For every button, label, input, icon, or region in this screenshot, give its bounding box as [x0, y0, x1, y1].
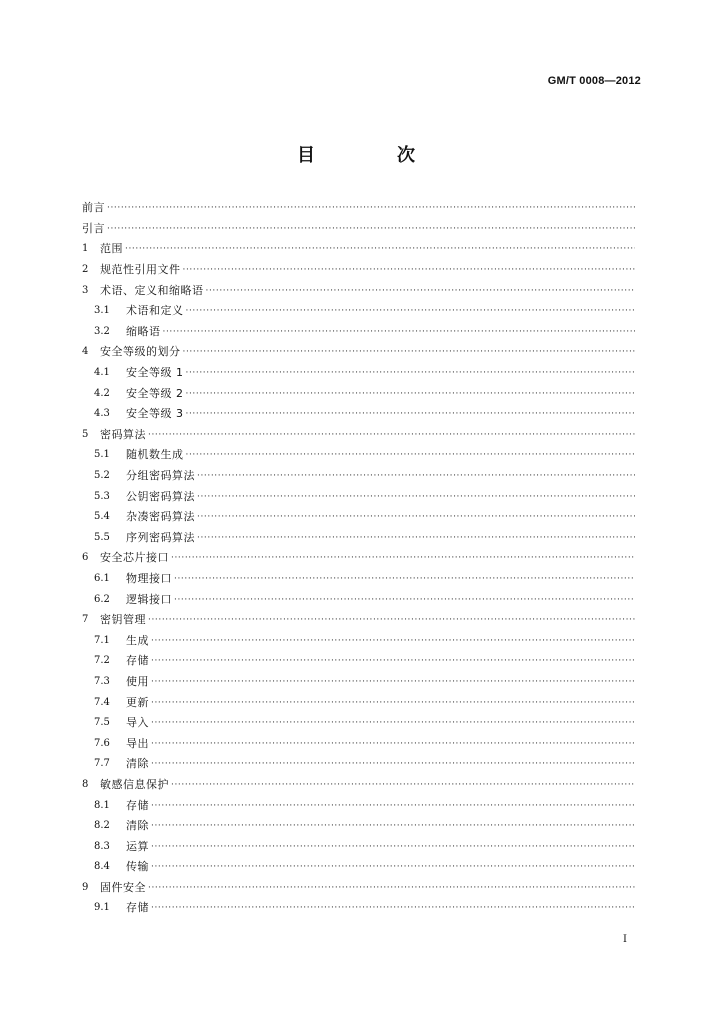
toc-entry[interactable]	[82, 569, 635, 590]
toc-dot-leader	[107, 201, 635, 215]
toc-entry[interactable]	[82, 836, 635, 857]
toc-entry[interactable]	[82, 507, 635, 528]
toc-entry-label: 存储	[126, 901, 149, 915]
toc-entry-number: 4.1	[94, 367, 110, 379]
toc-entry-number: 8.4	[94, 861, 110, 873]
toc-dot-leader	[206, 284, 636, 298]
toc-entry[interactable]	[82, 795, 635, 816]
toc-dot-leader	[151, 840, 635, 854]
toc-dot-leader	[151, 757, 635, 771]
toc-entry-label: 引言	[82, 221, 105, 235]
toc-entry-number: 6.2	[94, 593, 110, 605]
toc-entry-number: 6	[82, 552, 89, 564]
toc-dot-leader	[186, 448, 636, 462]
toc-dot-leader	[148, 428, 635, 442]
toc-dot-leader	[148, 613, 635, 627]
toc-entry-number: 7.2	[94, 655, 110, 667]
toc-entry[interactable]	[82, 630, 635, 651]
toc-entry[interactable]	[82, 280, 635, 301]
toc-entry[interactable]	[82, 733, 635, 754]
table-of-contents	[82, 198, 635, 919]
toc-entry-label: 固件安全	[100, 880, 146, 894]
toc-entry[interactable]	[82, 425, 635, 446]
toc-entry-label: 安全等级 2	[126, 386, 184, 400]
toc-entry[interactable]	[82, 692, 635, 713]
toc-dot-leader	[151, 860, 635, 874]
toc-entry-number: 3	[82, 284, 89, 296]
toc-dot-leader	[151, 799, 635, 813]
toc-entry-number: 9.1	[94, 902, 110, 914]
toc-dot-leader	[107, 222, 635, 236]
toc-entry-label: 安全等级 1	[126, 366, 184, 380]
toc-dot-leader	[151, 901, 635, 915]
toc-dot-leader	[186, 387, 636, 401]
toc-entry[interactable]	[82, 713, 635, 734]
toc-dot-leader	[186, 304, 636, 318]
toc-entry-label: 存储	[126, 798, 149, 812]
toc-entry-number: 5.5	[94, 531, 110, 543]
toc-entry-number: 8.3	[94, 840, 110, 852]
toc-entry-label: 密钥管理	[100, 613, 146, 627]
toc-entry[interactable]	[82, 322, 635, 343]
toc-entry-number: 3.1	[94, 305, 110, 317]
toc-dot-leader	[197, 531, 635, 545]
toc-entry-label: 存储	[126, 654, 149, 668]
toc-entry-number: 4.3	[94, 408, 110, 420]
toc-entry[interactable]	[82, 754, 635, 775]
toc-entry-label: 更新	[126, 695, 149, 709]
toc-dot-leader	[151, 696, 635, 710]
toc-entry-number: 3.2	[94, 325, 110, 337]
toc-entry-label: 术语、定义和缩略语	[100, 283, 204, 297]
toc-dot-leader	[151, 716, 635, 730]
toc-entry-number: 8	[82, 778, 89, 790]
toc-entry[interactable]	[82, 445, 635, 466]
toc-entry-label: 清除	[126, 757, 149, 771]
toc-entry-label: 杂凑密码算法	[126, 510, 195, 524]
toc-entry-number: 7.3	[94, 675, 110, 687]
toc-dot-leader	[174, 572, 635, 586]
toc-entry-label: 序列密码算法	[126, 530, 195, 544]
toc-entry[interactable]	[82, 260, 635, 281]
toc-entry[interactable]	[82, 198, 635, 219]
toc-entry[interactable]	[82, 775, 635, 796]
toc-entry[interactable]	[82, 548, 635, 569]
toc-dot-leader	[186, 366, 636, 380]
toc-entry-label: 缩略语	[126, 324, 161, 338]
toc-entry[interactable]	[82, 898, 635, 919]
toc-dot-leader	[148, 881, 635, 895]
toc-entry[interactable]	[82, 342, 635, 363]
toc-entry[interactable]	[82, 589, 635, 610]
toc-dot-leader	[163, 325, 636, 339]
toc-entry-number: 6.1	[94, 572, 110, 584]
toc-entry-label: 物理接口	[126, 571, 172, 585]
toc-entry-label: 密码算法	[100, 427, 146, 441]
toc-entry[interactable]	[82, 466, 635, 487]
toc-entry-number: 2	[82, 264, 89, 276]
toc-entry-label: 运算	[126, 839, 149, 853]
toc-entry-label: 术语和定义	[126, 304, 184, 318]
toc-entry-number: 1	[82, 243, 89, 255]
toc-entry-number: 4	[82, 346, 89, 358]
toc-dot-leader	[183, 345, 636, 359]
toc-dot-leader	[125, 242, 635, 256]
toc-entry[interactable]	[82, 672, 635, 693]
toc-entry-label: 导入	[126, 716, 149, 730]
toc-entry[interactable]	[82, 878, 635, 899]
toc-entry[interactable]	[82, 239, 635, 260]
toc-entry-label: 安全等级 3	[126, 407, 184, 421]
toc-entry-label: 使用	[126, 674, 149, 688]
toc-entry-number: 7	[82, 614, 89, 626]
toc-dot-leader	[174, 593, 635, 607]
toc-entry-number: 5.4	[94, 511, 110, 523]
toc-entry[interactable]	[82, 486, 635, 507]
toc-entry-number: 7.1	[94, 634, 110, 646]
toc-entry[interactable]	[82, 404, 635, 425]
toc-entry-label: 敏感信息保护	[100, 777, 169, 791]
toc-dot-leader	[151, 737, 635, 751]
toc-entry-label: 随机数生成	[126, 448, 184, 462]
toc-dot-leader	[197, 490, 635, 504]
toc-entry-label: 前言	[82, 201, 105, 215]
toc-entry[interactable]	[82, 383, 635, 404]
toc-entry-label: 规范性引用文件	[100, 263, 181, 277]
toc-entry-number: 5	[82, 428, 89, 440]
toc-entry-label: 逻辑接口	[126, 592, 172, 606]
toc-entry-number: 8.1	[94, 799, 110, 811]
toc-title: 目 次	[297, 145, 447, 166]
toc-entry-number: 5.2	[94, 470, 110, 482]
toc-entry[interactable]	[82, 528, 635, 549]
toc-entry-number: 4.2	[94, 387, 110, 399]
toc-entry[interactable]	[82, 363, 635, 384]
toc-dot-leader	[171, 551, 635, 565]
toc-entry-label: 生成	[126, 633, 149, 647]
toc-dot-leader	[171, 778, 635, 792]
page-number: I	[623, 934, 627, 945]
standard-code: GM/T 0008—2012	[547, 75, 641, 87]
toc-entry-number: 7.6	[94, 737, 110, 749]
toc-dot-leader	[197, 510, 635, 524]
toc-dot-leader	[197, 469, 635, 483]
toc-entry-label: 范围	[100, 242, 123, 256]
toc-entry-number: 7.4	[94, 696, 110, 708]
toc-entry[interactable]	[82, 219, 635, 240]
toc-entry[interactable]	[82, 301, 635, 322]
toc-entry-label: 分组密码算法	[126, 469, 195, 483]
toc-dot-leader	[183, 263, 636, 277]
toc-dot-leader	[151, 819, 635, 833]
toc-dot-leader	[151, 654, 635, 668]
toc-entry-label: 安全等级的划分	[100, 345, 181, 359]
toc-entry-number: 8.2	[94, 820, 110, 832]
toc-entry-label: 导出	[126, 736, 149, 750]
toc-dot-leader	[151, 634, 635, 648]
toc-entry[interactable]	[82, 610, 635, 631]
toc-entry-label: 传输	[126, 860, 149, 874]
toc-entry-number: 7.7	[94, 758, 110, 770]
toc-entry-label: 清除	[126, 819, 149, 833]
toc-entry-number: 7.5	[94, 717, 110, 729]
toc-entry[interactable]	[82, 816, 635, 837]
toc-entry-number: 5.1	[94, 449, 110, 461]
toc-dot-leader	[151, 675, 635, 689]
toc-entry[interactable]	[82, 857, 635, 878]
toc-entry-number: 9	[82, 881, 89, 893]
toc-entry-number: 5.3	[94, 490, 110, 502]
toc-entry-label: 公钥密码算法	[126, 489, 195, 503]
toc-entry-label: 安全芯片接口	[100, 551, 169, 565]
toc-entry[interactable]	[82, 651, 635, 672]
toc-dot-leader	[186, 407, 636, 421]
